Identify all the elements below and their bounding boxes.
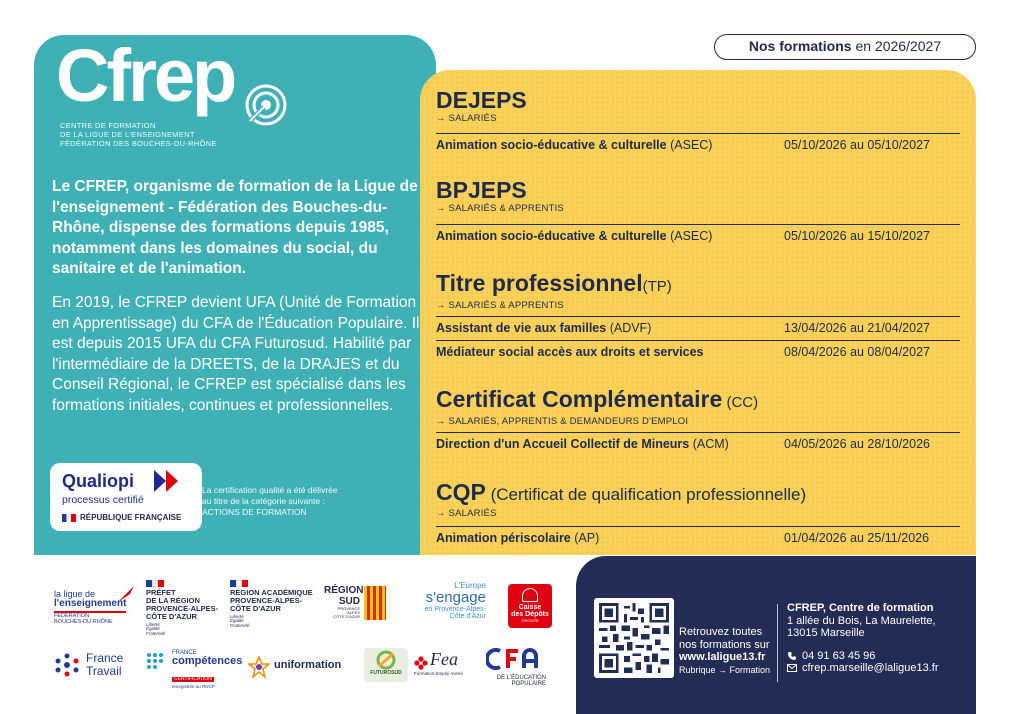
formation-row — [436, 340, 960, 362]
qr-code[interactable] — [594, 598, 674, 678]
region-sud-sub — [324, 607, 360, 620]
france-travail-line: Travail — [86, 663, 122, 678]
category-title — [436, 387, 758, 415]
logo-subtitle-line: FÉDÉRATION DES BOUCHES-DU-RHÔNE — [60, 139, 217, 148]
formation-row — [436, 224, 960, 246]
formation-title: Direction d'un Accueil Collectif de Mineurs — [436, 437, 690, 451]
fea-flower-icon — [414, 656, 428, 670]
ligue-line: l'enseignement — [54, 598, 127, 610]
devise — [230, 615, 313, 629]
category-bpjeps — [436, 178, 564, 214]
pill-year-label: en 2026/2027 — [851, 38, 942, 54]
formation-title: Animation socio-éducative & culturelle — [436, 138, 667, 152]
category-public: → SALARIÉS & APPRENTIS — [436, 300, 564, 311]
futurosud-logo — [364, 648, 408, 682]
devise-line: Égalité — [146, 626, 160, 632]
formation-code: (ACM) — [689, 437, 729, 451]
devise — [146, 623, 218, 637]
cfa-line: DE L'ÉDUCATION — [496, 674, 546, 681]
logo-subtitle-line: CENTRE DE FORMATION — [60, 121, 156, 130]
category-title: BPJEPS — [436, 177, 527, 203]
formation-name — [436, 345, 704, 359]
formation-row — [436, 316, 960, 338]
caisse-sub: GROUPE — [521, 617, 539, 623]
formation-row — [436, 526, 960, 548]
devise-line: Liberté — [230, 613, 244, 619]
france-comp-line: FRANCE — [172, 650, 197, 656]
caisse-depots-logo — [508, 584, 552, 628]
formation-title: Médiateur social accès aux droits et services — [436, 345, 704, 359]
formation-dates: 04/05/2026 au 28/10/2026 — [784, 437, 930, 451]
qr-code-icon — [599, 603, 669, 673]
category-title-text: CQP — [436, 479, 486, 505]
qualiopi-sub: processus certifié — [62, 494, 144, 506]
ligue-line: BOUCHES-DU-RHÔNE — [54, 618, 113, 625]
cfa-wordmark-icon — [486, 648, 546, 670]
phone-icon — [787, 651, 797, 661]
formation-name — [436, 229, 712, 243]
region-sud-line: RÉGION — [324, 585, 364, 596]
partner-logos — [34, 556, 576, 714]
prefet-line: DE LA RÉGION — [146, 595, 200, 605]
rubrique-label: Rubrique → Formation — [679, 664, 771, 675]
uniformation-label: uniformation — [274, 659, 342, 671]
caisse-emblem-icon — [522, 588, 538, 602]
qualiopi-name: Qualiopi — [62, 471, 134, 491]
find-line: nos formations sur — [679, 638, 770, 651]
ligue-line: la ligue de — [54, 589, 96, 599]
formation-dates: 05/10/2026 au 05/10/2027 — [784, 138, 930, 152]
europe-line: Côte d'Azur — [449, 613, 486, 621]
europe-line: L'Europe — [454, 581, 486, 590]
france-competences-icon — [146, 652, 168, 674]
formation-dates: 05/10/2026 au 15/10/2027 — [784, 229, 930, 243]
email-row — [787, 662, 939, 675]
futurosud-icon — [373, 650, 399, 670]
region-sud-logo — [324, 585, 364, 620]
caisse-line: des Dépôts — [511, 611, 549, 619]
phone-number[interactable]: 04 91 63 45 96 — [802, 649, 876, 662]
category-title — [436, 271, 672, 299]
contact-info — [787, 602, 939, 675]
republique-francaise — [62, 513, 181, 522]
devise-line: Égalité — [230, 618, 244, 624]
cfa-line: POPULAIRE — [511, 681, 546, 688]
region-sud-line: SUD — [338, 595, 360, 607]
region-sud-sub-line: CÔTE D'AZUR — [333, 614, 360, 620]
formation-title: Animation périscolaire — [436, 531, 571, 545]
formation-dates: 01/04/2026 au 25/11/2026 — [784, 531, 930, 545]
formation-code: (ASEC) — [666, 229, 713, 243]
formations-panel — [420, 70, 976, 555]
republique-label: RÉPUBLIQUE FRANÇAISE — [80, 513, 182, 522]
prefet-line: CÔTE D'AZUR — [146, 611, 197, 621]
fea-label: Fea — [430, 649, 458, 669]
formation-name — [436, 321, 651, 335]
formation-dates: 08/04/2026 au 08/04/2027 — [784, 345, 930, 359]
formation-code: (ADVF) — [606, 321, 652, 335]
footer-divider — [777, 604, 778, 682]
region-sud-sub-line: PROVENCE — [337, 606, 360, 611]
logo-subtitle-line: DE LA LIGUE DE L'ENSEIGNEMENT — [60, 130, 195, 139]
category-title — [436, 480, 806, 507]
marianne-icon — [230, 580, 313, 587]
marianne-icon — [146, 580, 218, 587]
prefet-line: PROVENCE-ALPES- — [146, 603, 219, 613]
category-title: DEJEPS — [436, 87, 527, 113]
ligue-enseignement-logo — [54, 590, 126, 625]
category-title-text: Titre professionnel — [436, 270, 643, 296]
europe-line: s'engage — [425, 589, 486, 607]
category-suffix: (CC) — [722, 394, 759, 411]
region-acad-line: PROVENCE-ALPES- — [230, 595, 303, 605]
formation-code: (AP) — [570, 531, 600, 545]
category-titre-professionnel — [436, 271, 672, 311]
devise-line: Fraternité — [230, 623, 250, 629]
category-suffix: (TP) — [642, 278, 672, 295]
qualiopi-badge — [50, 463, 202, 531]
formation-row — [436, 432, 960, 454]
formation-row — [436, 133, 960, 155]
cfrep-logo — [56, 35, 276, 153]
region-acad-line: RÉGION ACADÉMIQUE — [230, 588, 313, 597]
formation-name — [436, 437, 729, 451]
pill-bold-label: Nos formations — [748, 38, 852, 54]
website-info — [679, 626, 770, 676]
region-sud-sub-line: ALPES — [347, 610, 360, 616]
find-line: Retrouvez toutes — [679, 626, 763, 638]
contact-footer — [576, 556, 976, 714]
devise-line: Liberté — [146, 621, 160, 627]
france-travail-icon — [54, 652, 80, 678]
france-comp-line: compétences — [172, 655, 243, 668]
category-public: → SALARIÉS, APPRENTIS & DEMANDEURS D'EMPLOI — [436, 416, 689, 427]
intro-paragraph: En 2019, le CFREP devient UFA (Unité de Formation en Apprentissage) du CFA de l'Éducation Populaire. Il est depuis 2015 UFA du CFA Futurosud. Habilité par l'intermédiaire de la DREETS, de la DRAJES et du Conseil Régional, le CFREP est spécialisé dans les formations initiales, continues et professionnelles. — [52, 294, 420, 414]
ligue-line: FÉDÉRATION — [54, 612, 90, 619]
logo-wordmark: Cfrep — [56, 35, 235, 117]
address-line: 1 allée du Bois, La Maurelette, — [787, 614, 936, 627]
category-public: → SALARIÉS — [436, 508, 497, 519]
formation-name — [436, 138, 712, 152]
france-travail-line: France — [86, 651, 124, 665]
formation-title: Animation socio-éducative & culturelle — [436, 229, 667, 243]
category-public: → SALARIÉS & APPRENTIS — [436, 203, 564, 214]
email-icon — [787, 664, 797, 672]
europe-line: en Provence-Alpes- — [424, 606, 486, 614]
category-cqp — [436, 480, 806, 519]
prefet-region-logo — [146, 580, 218, 637]
ligue-flag-icon — [116, 584, 136, 604]
france-comp-sub: enregistrée au RNCP — [172, 683, 215, 689]
category-certificat-complementaire — [436, 387, 758, 427]
french-flag-icon — [62, 514, 76, 522]
caisse-line: Caisse — [518, 604, 542, 611]
category-suffix: (Certificat de qualification professionnelle) — [485, 485, 807, 504]
region-academique-logo — [230, 580, 313, 629]
formation-title: Assistant de vie aux familles — [436, 321, 607, 335]
org-name: CFREP, Centre de formation — [787, 602, 934, 614]
formation-name — [436, 531, 599, 545]
category-title-text: Certificat Complémentaire — [436, 386, 723, 412]
logo-subtitle — [60, 121, 217, 148]
region-sud-emblem-icon — [364, 586, 386, 620]
cfa-education-populaire-logo — [486, 648, 546, 687]
formation-dates: 13/04/2026 au 21/04/2027 — [784, 321, 930, 335]
target-icon — [244, 83, 288, 127]
intro-bold-paragraph: Le CFREP, organisme de formation de la Ligue de l'enseignement - Fédération des Bouches-du-Rhône, dispense des formations depuis 1985, notamment dans les domaines du social, du sanitaire et de l'animation. — [52, 178, 418, 277]
fea-sub: Formation Emploi Avenir — [414, 671, 463, 676]
phone-row — [787, 650, 939, 663]
formation-code: (ASEC) — [666, 138, 713, 152]
uniformation-icon — [248, 656, 270, 678]
address-line: 13015 Marseille — [787, 627, 865, 639]
intro-panel — [34, 35, 436, 555]
website-link[interactable]: www.laligue13.fr — [679, 651, 766, 663]
email-address[interactable]: cfrep.marseille@laligue13.fr — [802, 662, 939, 674]
category-dejeps — [436, 88, 527, 124]
futurosud-label: FUTUROSUD — [370, 670, 402, 676]
certification-text: La certification qualité a été délivrée au titre de la catégorie suivante : ACTIONS DE FORMATION — [202, 485, 338, 517]
region-acad-line: CÔTE D'AZUR — [230, 603, 281, 613]
france-comp-tag: CERTIFICATION — [174, 675, 212, 682]
formations-year-pill — [714, 34, 976, 60]
qualiopi-arrows-icon — [154, 470, 188, 492]
prefet-line: PRÉFET — [146, 588, 176, 597]
devise-line: Fraternité — [146, 630, 166, 636]
europe-engage-logo — [418, 582, 486, 621]
category-public: → SALARIÉS — [436, 113, 497, 124]
